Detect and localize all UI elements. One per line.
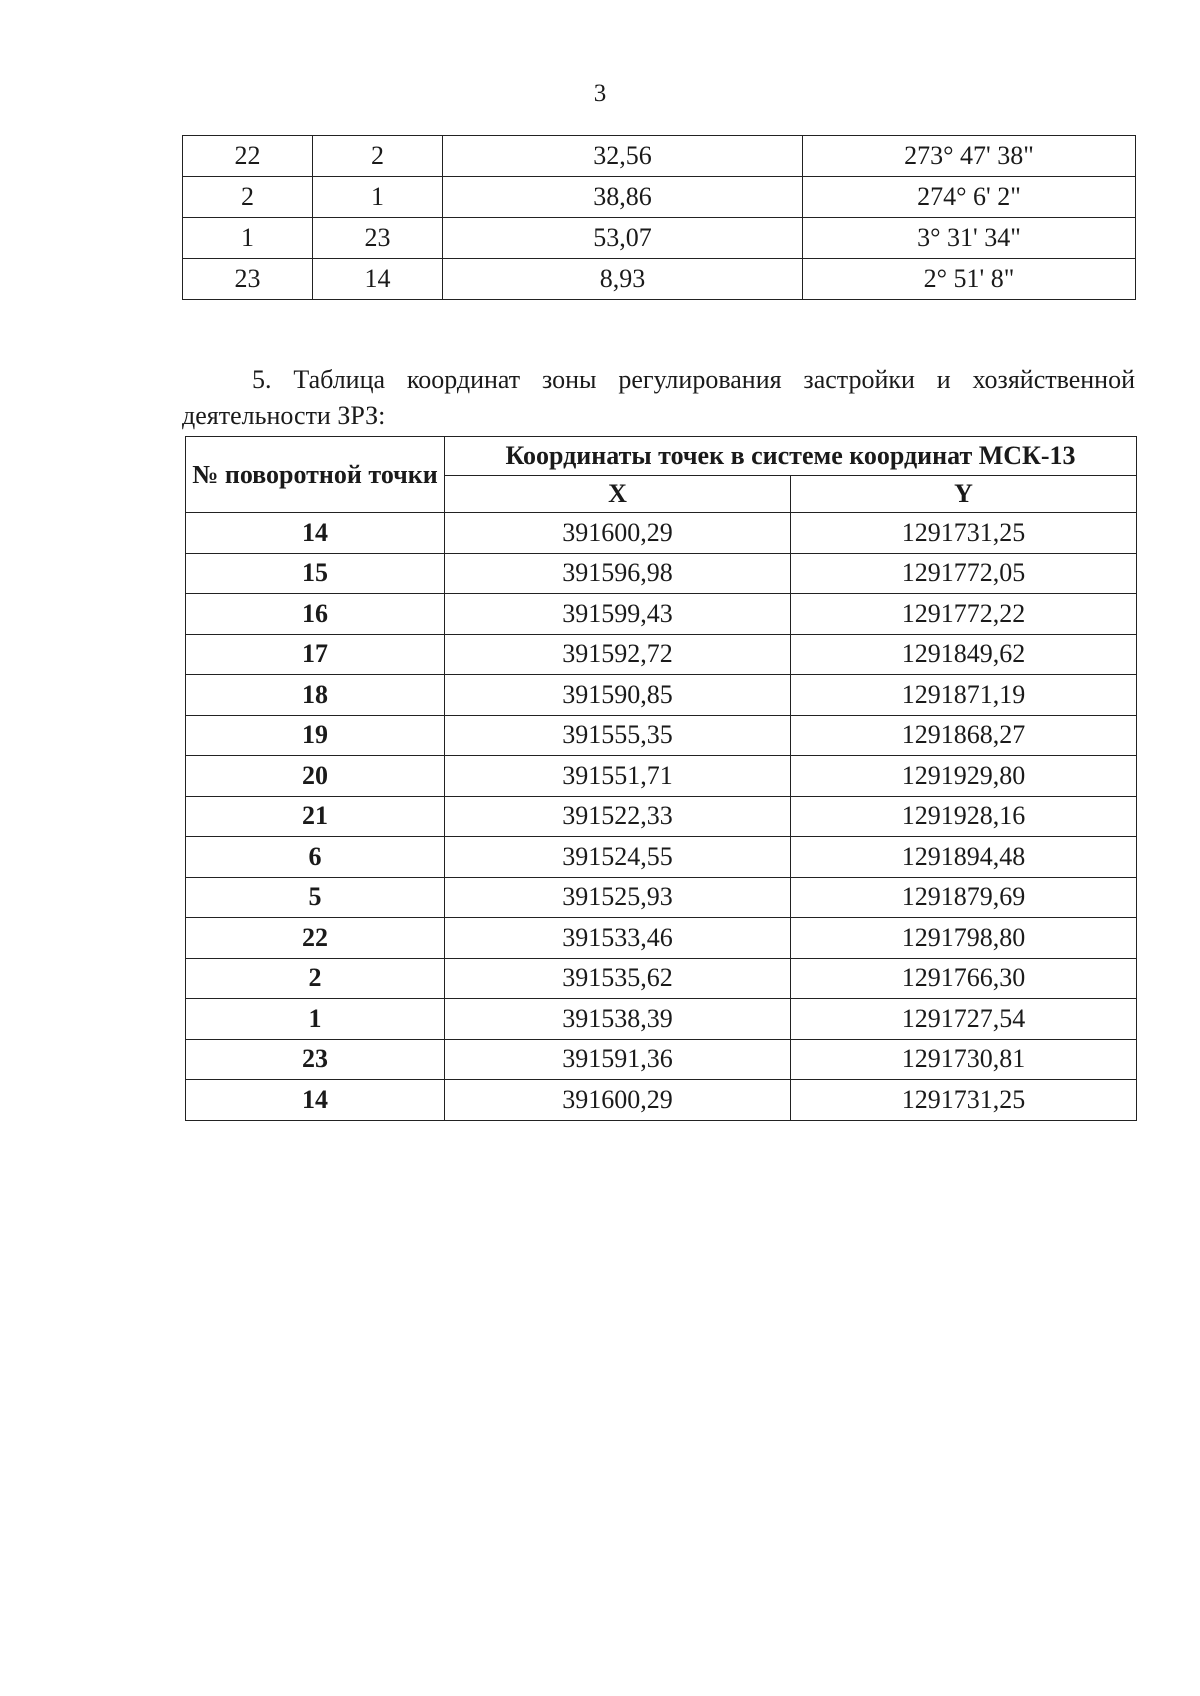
- segment-angle-cell: 274° 6' 2": [803, 177, 1136, 218]
- x-coordinate-cell: 391533,46: [445, 918, 791, 959]
- y-coordinate-cell: 1291929,80: [791, 756, 1137, 797]
- point-number-cell: 17: [186, 634, 445, 675]
- segment-from-cell: 1: [183, 218, 313, 259]
- header-x: X: [445, 476, 791, 513]
- table-row: [186, 634, 1137, 675]
- table-header-row: [186, 437, 1137, 476]
- segment-to-cell: 1: [313, 177, 443, 218]
- table-row: [183, 177, 1136, 218]
- table-row: [183, 259, 1136, 300]
- y-coordinate-cell: 1291730,81: [791, 1039, 1137, 1080]
- x-coordinate-cell: 391538,39: [445, 999, 791, 1040]
- y-coordinate-cell: 1291731,25: [791, 513, 1137, 554]
- table-row: [186, 675, 1137, 716]
- x-coordinate-cell: 391535,62: [445, 958, 791, 999]
- x-coordinate-cell: 391600,29: [445, 513, 791, 554]
- segment-length-cell: 8,93: [443, 259, 803, 300]
- table-row: [186, 715, 1137, 756]
- table-row: [186, 877, 1137, 918]
- x-coordinate-cell: 391525,93: [445, 877, 791, 918]
- coordinates-table: [185, 436, 1137, 1121]
- point-number-cell: 20: [186, 756, 445, 797]
- table-row: [186, 756, 1137, 797]
- point-number-cell: 16: [186, 594, 445, 635]
- point-number-cell: 14: [186, 1080, 445, 1121]
- y-coordinate-cell: 1291868,27: [791, 715, 1137, 756]
- segments-table-body: [183, 136, 1136, 300]
- x-coordinate-cell: 391524,55: [445, 837, 791, 878]
- x-coordinate-cell: 391522,33: [445, 796, 791, 837]
- segment-length-cell: 32,56: [443, 136, 803, 177]
- table-row: [186, 837, 1137, 878]
- y-coordinate-cell: 1291731,25: [791, 1080, 1137, 1121]
- x-coordinate-cell: 391551,71: [445, 756, 791, 797]
- segment-from-cell: 2: [183, 177, 313, 218]
- segment-to-cell: 14: [313, 259, 443, 300]
- table-row: [186, 513, 1137, 554]
- header-point-number: № поворотной точки: [186, 437, 445, 513]
- y-coordinate-cell: 1291849,62: [791, 634, 1137, 675]
- point-number-cell: 5: [186, 877, 445, 918]
- point-number-cell: 23: [186, 1039, 445, 1080]
- y-coordinate-cell: 1291772,22: [791, 594, 1137, 635]
- table-row: [183, 136, 1136, 177]
- y-coordinate-cell: 1291727,54: [791, 999, 1137, 1040]
- segment-angle-cell: 3° 31' 34": [803, 218, 1136, 259]
- segment-angle-cell: 273° 47' 38": [803, 136, 1136, 177]
- x-coordinate-cell: 391600,29: [445, 1080, 791, 1121]
- header-y: Y: [791, 476, 1137, 513]
- segments-table: [182, 135, 1136, 300]
- segment-angle-cell: 2° 51' 8": [803, 259, 1136, 300]
- segment-to-cell: 2: [313, 136, 443, 177]
- point-number-cell: 19: [186, 715, 445, 756]
- x-coordinate-cell: 391596,98: [445, 553, 791, 594]
- point-number-cell: 2: [186, 958, 445, 999]
- segment-to-cell: 23: [313, 218, 443, 259]
- x-coordinate-cell: 391599,43: [445, 594, 791, 635]
- point-number-cell: 18: [186, 675, 445, 716]
- point-number-cell: 6: [186, 837, 445, 878]
- page-number: 3: [593, 80, 607, 107]
- point-number-cell: 14: [186, 513, 445, 554]
- y-coordinate-cell: 1291772,05: [791, 553, 1137, 594]
- x-coordinate-cell: 391555,35: [445, 715, 791, 756]
- point-number-cell: 1: [186, 999, 445, 1040]
- table-row: [186, 999, 1137, 1040]
- x-coordinate-cell: 391592,72: [445, 634, 791, 675]
- y-coordinate-cell: 1291871,19: [791, 675, 1137, 716]
- table-row: [186, 1039, 1137, 1080]
- y-coordinate-cell: 1291798,80: [791, 918, 1137, 959]
- point-number-cell: 22: [186, 918, 445, 959]
- x-coordinate-cell: 391591,36: [445, 1039, 791, 1080]
- header-coordinates: Координаты точек в системе координат МСК-13: [445, 437, 1137, 476]
- segment-length-cell: 38,86: [443, 177, 803, 218]
- segment-from-cell: 22: [183, 136, 313, 177]
- y-coordinate-cell: 1291766,30: [791, 958, 1137, 999]
- coordinates-table-head: [186, 437, 1137, 513]
- segment-from-cell: 23: [183, 259, 313, 300]
- coordinates-table-body: [186, 513, 1137, 1121]
- section-intro: 5. Таблица координат зоны регулирования застройки и хозяйственной деятельности ЗРЗ:: [182, 365, 1135, 430]
- table-row: [186, 958, 1137, 999]
- table-row: [186, 594, 1137, 635]
- segment-length-cell: 53,07: [443, 218, 803, 259]
- x-coordinate-cell: 391590,85: [445, 675, 791, 716]
- table-row: [186, 796, 1137, 837]
- y-coordinate-cell: 1291894,48: [791, 837, 1137, 878]
- point-number-cell: 21: [186, 796, 445, 837]
- y-coordinate-cell: 1291879,69: [791, 877, 1137, 918]
- table-row: [186, 918, 1137, 959]
- y-coordinate-cell: 1291928,16: [791, 796, 1137, 837]
- point-number-cell: 15: [186, 553, 445, 594]
- table-row: [183, 218, 1136, 259]
- table-row: [186, 553, 1137, 594]
- table-row: [186, 1080, 1137, 1121]
